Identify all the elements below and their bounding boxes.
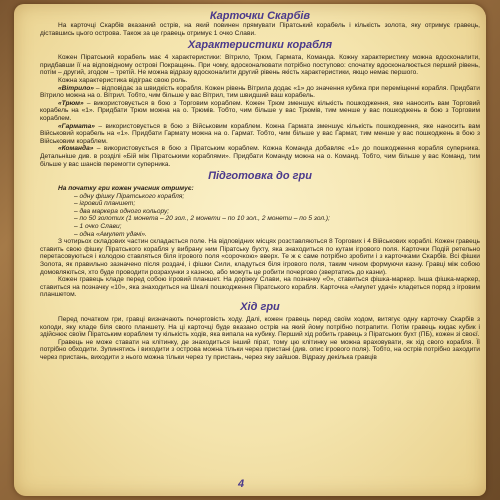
page-number: 4 bbox=[238, 478, 245, 490]
cannon-text: – використовується в бою з Військовим кораблем. Кожна Гармата зменшує кількість пошкодження, яке наносить вам Військовий корабель на «1». Придбати Гармату можна на о. Гармат. Тобто, чим більше у вас Гармат, тим менше у вас пошкоджень в бою з Військовим кораблем. bbox=[40, 122, 480, 145]
prep-intro: На початку гри кожен учасник отримує: bbox=[58, 185, 194, 193]
ship-paragraph-1: Кожен Піратський корабель має 4 характеристики: Вітрило, Трюм, Гармата, Команда. Кожну характеристику можна вдосконалити, придбавши її на відповідному острові Покращень. При чому, вдосконалювати потрібно поступово: спочатку вдосконалюється перший рівень, потім – другий, згодом – третій. Не можна відразу вдосконалити другий рівень якість характеристики, якщо немає першого. bbox=[40, 54, 480, 77]
hold-term: «Трюм» bbox=[58, 99, 84, 107]
prep-paragraph-2: Кожен гравець кладе перед собою ігровий планшет. На доріжку Слави, на позначку «0», ставиться фішка-маркер. Інша фішка-маркер, ставиться на позначку «10», яка знаходиться на Шкалі пошкодження Піратського корабля. Карточка «Амулет удачі» кладеться поряд з ігровим планшетом. bbox=[40, 276, 480, 299]
prep-item: – одну фішку Піратського корабля; bbox=[74, 192, 185, 200]
play-paragraph-2: Гравець не може ставати на клітинку, де знаходиться інший пірат, тому цю клітинку не можна враховувати, як хід свого корабля. Її потрібно обходити. Зупинятись і виходити з острова можна тільки через пристані (див. опис ігрового поля). Тобто, на острів потрібно заходити через пристань, виходити з нього можна тільки через ту пристань, через яку зайшов. Відразу декілька гравців bbox=[40, 338, 480, 361]
play-section-title: Хід гри bbox=[240, 301, 280, 313]
prep-item: – 1 очко Слави; bbox=[74, 223, 122, 231]
play-paragraph-1: Перед початком гри, гравці визначають почерговість ходу. Далі, кожен гравець перед своїм ходом, витягує одну карточку Скарбів з колоди, яку кладе біля свого планшету. На ці карточці буде вказано острів на який йому потрібно потрапити. Потім гравець кидає кубик і здійснює своїм Піратським кораблем ту кількість ходів, яка випала на кубику. Перший хід робить гравець з Піратських бухт (ПБ), кожен зі своєї. bbox=[40, 316, 480, 339]
sail-term: «Вітрило» bbox=[58, 84, 94, 92]
cards-section-title: Карточки Скарбів bbox=[209, 9, 311, 22]
hold-paragraph bbox=[40, 100, 480, 123]
prep-section-title: Підготовка до гри bbox=[208, 170, 312, 183]
crew-term: «Команда» bbox=[58, 145, 94, 153]
sail-text: – відповідає за швидкість корабля. Кожен рівень Вітрила додає «1» до значення кубика при переміщенні корабля. Придбати Вітрило можна на о. Вітрил. Тобто, чим більше у вас Вітрил, тим швидший ваш корабель. bbox=[40, 84, 480, 100]
sail-paragraph bbox=[40, 85, 480, 100]
prep-item: – ігровий планшет; bbox=[74, 200, 136, 208]
cannon-paragraph bbox=[40, 123, 480, 146]
crew-paragraph bbox=[40, 145, 480, 168]
cannon-term: «Гармата» bbox=[58, 122, 95, 130]
ship-paragraph-2: Кожна характеристика відіграє свою роль. bbox=[58, 76, 188, 84]
cards-title-bar bbox=[40, 10, 480, 22]
prep-item: – одна «Амулет удачі». bbox=[74, 230, 147, 238]
parchment-sheet bbox=[14, 4, 486, 496]
ship-section-title: Характеристики корабля bbox=[187, 39, 333, 52]
rules-content bbox=[40, 10, 480, 362]
hold-text: – використовується в бою з Торговим кораблем. Кожен Трюм зменшує кількість пошкодження, яке наносить вам Торговий корабель на «1». Придбати Трюм можна на о. Трюмів. Тобто, чим більше у вас Трюмів, тим менше у вас пошкоджень в бою з Торговим кораблем. bbox=[40, 99, 480, 122]
prep-item: – два маркера одного кольору; bbox=[74, 207, 170, 215]
prep-paragraph-1: З чотирьох складових частин складається поле. На відповідних місцях розставляються 8 Торгових і 4 Військових кораблі. Кожен гравець ставить свою фішку Піратського корабля у вибрану ним Піратську бухту, яка знаходиться по кутам ігрового поля. Карточки Подій ретельно перетасовуються і колодою ставляться біля ігрового поля «сорочкою» вверх. Те ж є саме потрібно зробити і з карточками Скарбів. Всі фішки Золота, як правильно зазначено після роздачі, і фішки Сили, кладуться біля ігрового поля, таким чином формуючи казну. Гравці між собою домовляються, хто буде проводити розрахунки з казною, або можуть це робити почергово (звертатись до казни). bbox=[40, 238, 480, 276]
cards-paragraph: На карточці Скарбів вказаний острів, на який повинен прямувати Піратський корабель і кількість золота, яку отримує гравець, діставшись цього острова. Також за це гравець отримує 1 очко Слави. bbox=[40, 22, 480, 37]
prep-items-list bbox=[40, 193, 480, 239]
prep-item: – по 50 золотих (1 монета – 20 зол., 2 монети – по 10 зол., 2 монети – по 5 зол.); bbox=[74, 215, 330, 223]
crew-text: – використовується в бою з Піратським кораблем. Кожна Команда добавляє «1» до пошкодження корабля суперника. Детальніше див. в розділі «Бій між Піратськими кораблями». Придбати Команду можна на о. Команд. Тобто, чим більше у вас Команд, тим більше у вас шансів перемогти суперника. bbox=[40, 145, 480, 168]
